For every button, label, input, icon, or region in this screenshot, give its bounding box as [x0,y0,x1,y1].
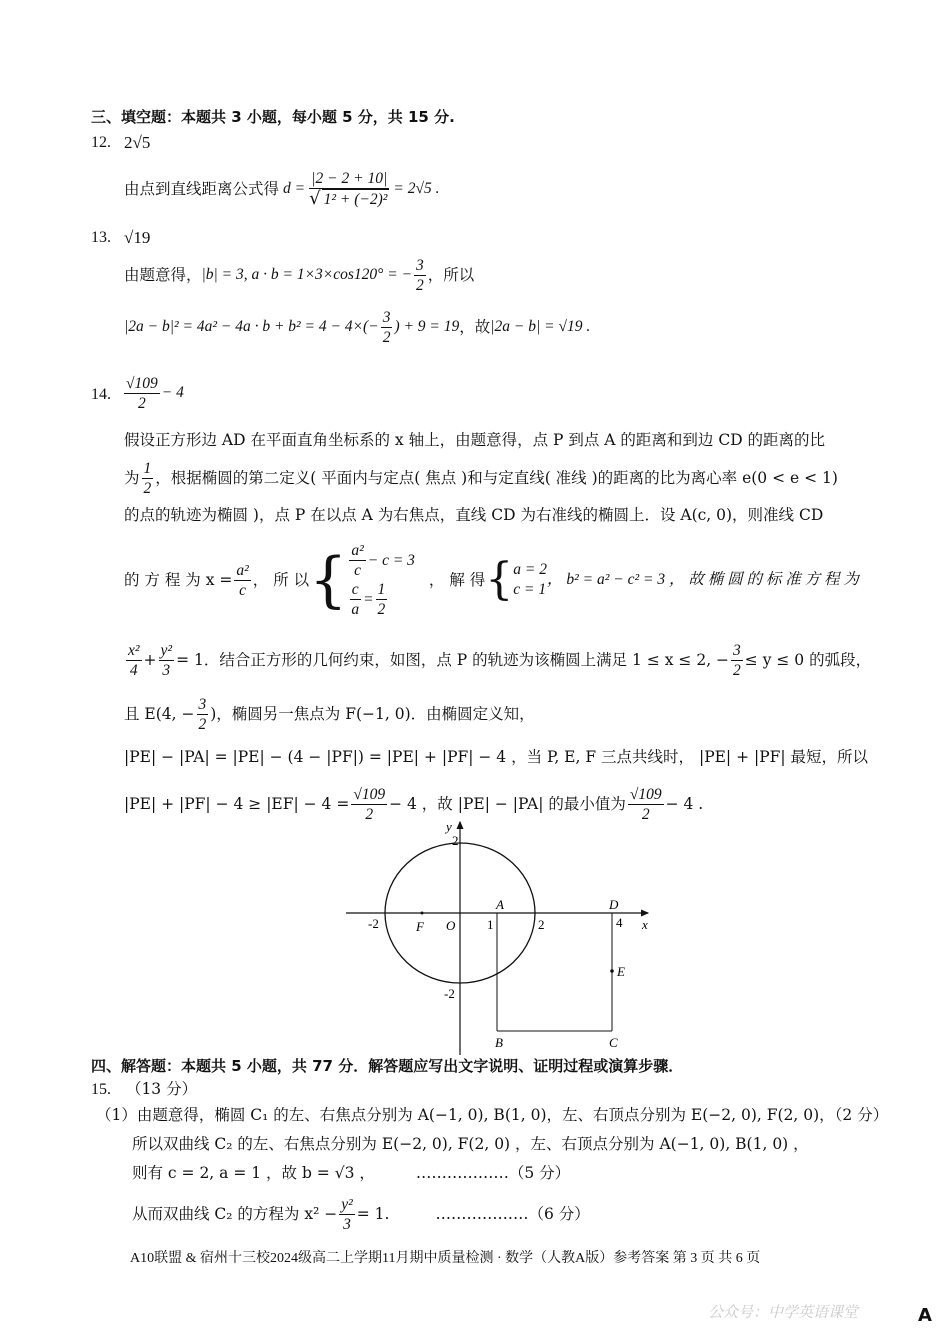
q13-line1-frac-den: 2 [416,276,424,294]
q14-p5-a: = 1．结合正方形的几何约束，如图，点 P 的轨迹为该椭圆上满足 1 ≤ x ≤ 2, − [176,651,730,669]
label-4: 4 [616,915,623,930]
point-F [421,912,424,915]
q14-sys2-den: a [351,601,360,618]
label-2-top: 2 [452,833,459,848]
label-B: B [495,1035,503,1050]
q15-line4-score: ………………（6 分） [435,1205,590,1223]
q14-p4-d: ， b² = a² − c² = 3 ， 故 椭 圆 的 标 准 方 程 为 [547,571,859,588]
q14-sys1-num: a² [351,542,364,559]
q14-p8-g-num: √109 [629,785,662,803]
label-neg2-bottom: -2 [444,986,455,1001]
label-2-right: 2 [538,917,545,932]
q14-p4-c: ， 解 得 [428,571,486,589]
left-brace-icon: { [485,554,514,605]
q14-p2-frac-num: 1 [143,459,152,477]
q13-line1-prefix: 由题意得， [124,266,202,284]
label-F: F [416,919,424,934]
q14-p5-f2-den: 3 [162,661,171,679]
corner-mark: A [918,1305,932,1326]
q14-answer-den: 2 [138,394,146,412]
q15-number: 15. [91,1081,111,1098]
q14-p6-den: 2 [198,715,207,733]
point-E [610,969,614,973]
q14-p6-b: )，椭圆另一焦点为 F(−1, 0)．由椭圆定义知， [210,705,535,723]
q12-frac-den: 1² + (−2)² [323,191,388,208]
q15-line2: 所以双曲线 C₂ 的左、右焦点分别为 E(−2, 0), F(2, 0) ，左、右顶点分别为 A(−1, 0), B(1, 0) ， [132,1135,809,1153]
q14-p8-f-num: √109 [353,785,386,803]
label-neg2-left: -2 [368,916,379,931]
label-x: x [642,917,648,932]
q14-sys2-rnum: 1 [377,581,386,598]
q14-p4-frac-num: a² [236,561,249,579]
watermark-text: 公众号：中学英语课堂 [708,1303,859,1321]
q12-number: 12. [91,134,111,151]
q14-p5-f3-num: 3 [733,641,741,659]
q14-p4-frac-den: c [239,581,247,599]
label-1: 1 [487,917,494,932]
label-C: C [609,1035,618,1050]
q13-line1-math: |b| = 3, a · b = 1×3×cos120° = − [201,266,413,283]
q14-p7-b: |PE| + |PF| 最短，所以 [698,748,869,766]
q14-p8-g-den: 2 [641,805,650,823]
q14-sys1-den: c [354,562,361,579]
q15-line3-text: 则有 c = 2, a = 1 ，故 b = √3 ， [132,1164,375,1182]
q14-sys1-rest: − c = 3 [367,551,415,569]
q13-number: 13. [91,229,111,246]
q12-formula-rhs: = 2√5 . [393,180,440,197]
label-A: A [496,897,504,912]
q12-frac-num: |2 − 2 + 10| [311,170,388,187]
section4-heading: 四、解答题：本题共 5 小题，共 77 分．解答题应写出文字说明、证明过程或演算步骤． [91,1057,684,1075]
left-brace-icon: { [309,545,348,615]
q14-sol2: c = 1 [513,581,547,598]
q15-line4-num: y² [341,1195,353,1213]
q13-line1-frac-num: 3 [416,256,424,274]
q14-p4-b: ， 所 以 [252,571,310,589]
q14-p5-f1-num: x² [128,641,140,659]
q14-sol1: a = 2 [513,561,547,578]
q14-p5-b: ≤ y ≤ 0 的弧段， [744,651,872,669]
q14-sys2-num: c [351,581,359,598]
q14-number: 14. [91,386,111,403]
q13-line2-frac-num: 3 [382,308,391,326]
page-footer: A10联盟 & 宿州十三校2024级高二上学期11月期中质量检测 · 数学（人教A版）参考答案 第 3 页 共 6 页 [130,1251,761,1266]
q15-line3-score: ………………（5 分） [415,1164,571,1182]
sqrt-icon: √ [309,188,321,209]
q15-points: （13 分） [125,1080,198,1098]
q14-answer-num: √109 [126,374,158,392]
q15-line4 [132,1190,590,1238]
q15-line4-den: 3 [343,1215,351,1233]
label-O: O [446,918,456,933]
q12-answer: 2√5 [124,133,151,152]
q15-line4-a: 从而双曲线 C₂ 的方程为 x² − [132,1205,338,1223]
q14-p6-num: 3 [198,695,207,713]
q14-sys2-eq: = [363,590,374,608]
q13-line2-tail: ) + 9 = 19 [394,318,460,335]
q14-p5-f1-den: 4 [129,661,138,679]
section3-heading: 三、填空题：本题共 3 小题，每小题 5 分，共 15 分. [91,108,455,126]
q13-line2-result: |2a − b| = √19 . [490,318,591,335]
label-y: y [446,819,452,834]
q13-line2-math: |2a − b|² = 4a² − 4a · b + b² = 4 − 4×(− [124,318,379,335]
q14-p8-b: − 4 ，故 |PE| − |PA| 的最小值为 [389,795,626,813]
label-E: E [617,964,625,979]
q13-line2-suffix: ，故 [459,318,491,336]
q14-paragraph-3: 的点的轨迹为椭圆 )，点 P 在以点 A 为右焦点，直线 CD 为右准线的椭圆上．设 A(c, 0)，则准线 CD [124,506,824,524]
q14-p2-frac-den: 2 [143,479,152,497]
q15-line3 [132,1163,570,1183]
q14-p8-c: − 4 . [665,795,704,813]
q15-line4-b: = 1. [356,1205,390,1223]
q14-answer-tail: − 4 [161,384,184,401]
q14-p2-pre: 为 [124,469,140,487]
q13-answer: √19 [124,228,151,247]
q13-line1-suffix: ，所以 [427,266,475,284]
q15-line1: （1）由题意得，椭圆 C₁ 的左、右焦点分别为 A(−1, 0), B(1, 0)，左、右顶点分别为 E(−2, 0), F(2, 0)，（2 分） [96,1106,889,1124]
q14-p5-plus: + [143,651,157,669]
q14-p2-post: ，根据椭圆的第二定义( 平面内与定点( 焦点 )和与定直线( 准线 )的距离的比为离心率 e(0 < e < 1) [155,469,838,487]
q14-p8-f-den: 2 [365,805,374,823]
q14-p6-a: 且 E(4, − [124,705,195,723]
q14-p5-f2-num: y² [160,641,173,659]
q14-paragraph-1: 假设正方形边 AD 在平面直角坐标系的 x 轴上，由题意得，点 P 到点 A 的距离和到边 CD 的距离的比 [124,431,826,449]
q13-line2-frac-den: 2 [382,328,391,346]
q14-p4-a: 的 方 程 为 x = [124,571,233,589]
q15-header [91,1079,197,1100]
q12-formula-lhs: d = [283,180,306,197]
q14-sys2-rden: 2 [377,601,386,618]
q14-p5-f3-den: 2 [733,661,741,679]
q14-p8-a: |PE| + |PF| − 4 ≥ |EF| − 4 = [124,795,350,813]
q14-p7-a: |PE| − |PA| = |PE| − (4 − |PF|) = |PE| + |PF| − 4 ，当 P, E, F 三点共线时， [124,748,695,766]
q12-text: 由点到直线距离公式得 [124,180,280,198]
label-D: D [609,897,619,912]
